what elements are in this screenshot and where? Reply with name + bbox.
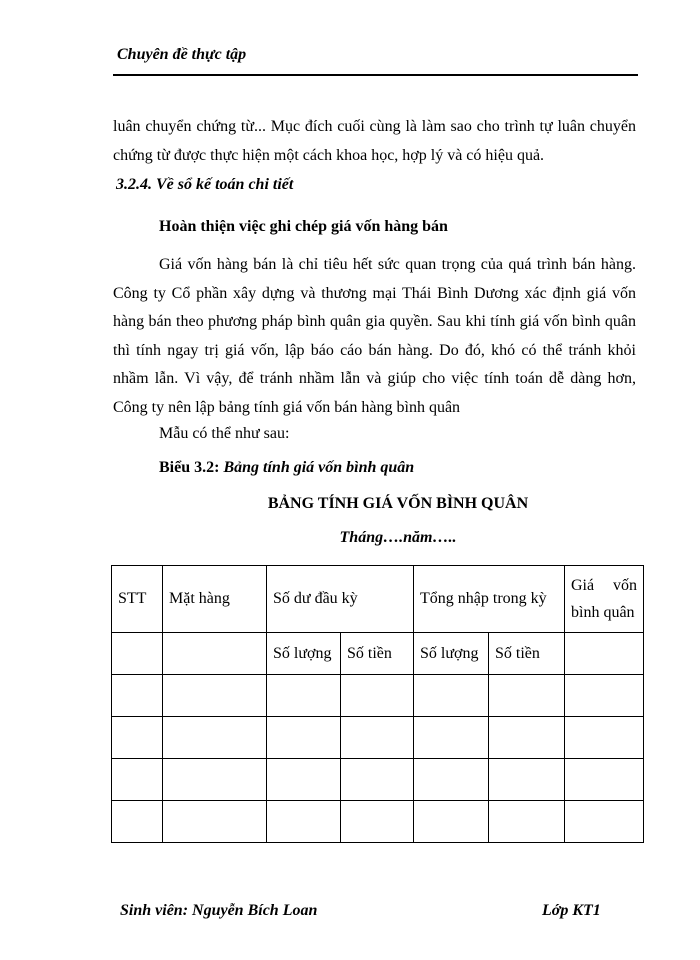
table-title: BẢNG TÍNH GIÁ VỐN BÌNH QUÂN (267, 495, 529, 512)
table-cell (489, 759, 565, 801)
table-cell (565, 675, 644, 717)
subheader-opening-amount: Số tiền (341, 633, 414, 675)
table-row (112, 717, 644, 759)
table-cell (163, 717, 267, 759)
table-row (112, 675, 644, 717)
footer-student-name: Sinh viên: Nguyễn Bích Loan (120, 902, 318, 919)
average-cost-table (111, 565, 644, 843)
header-item: Mặt hàng (163, 566, 267, 633)
caption-label: Biểu 3.2: (159, 459, 220, 476)
section-heading: 3.2.4. Về sổ kế toán chi tiết (116, 176, 294, 193)
table-cell (163, 633, 267, 675)
table-cell (112, 801, 163, 843)
sample-intro: Mẫu có thể như sau: (159, 425, 290, 442)
table-cell (267, 717, 341, 759)
table-cell (112, 633, 163, 675)
table-cell (565, 633, 644, 675)
table-cell (489, 675, 565, 717)
table-cell (414, 759, 489, 801)
table-cell (267, 759, 341, 801)
caption-text: Bảng tính giá vốn bình quân (219, 459, 415, 476)
header-stt: STT (112, 566, 163, 633)
table-cell (267, 801, 341, 843)
paragraph-2: Giá vốn hàng bán là chỉ tiêu hết sức quan trọng của quá trình bán hàng. Công ty Cổ phần xây dựng và thương mại Thái Bình Dương xác định giá vốn hàng bán theo phương pháp bình quân gia quyền. Sau khi tính giá vốn bình quân thì tính ngay trị giá vốn, lập báo cáo bán hàng. Do đó, khó có thể tránh khỏi nhầm lẫn. Vì vậy, để tránh nhầm lẫn và giúp cho việc tính toán dễ dàng hơn, Công ty nên lập bảng tính giá vốn bán hàng bình quân (113, 256, 636, 416)
page-header-title: Chuyên đề thực tập (117, 46, 247, 63)
header-opening-balance: Số dư đầu kỳ (267, 566, 414, 633)
table-cell (341, 801, 414, 843)
table-caption (159, 459, 414, 477)
table-cell (341, 675, 414, 717)
table-cell (112, 759, 163, 801)
table-row (112, 801, 644, 843)
table-cell (565, 801, 644, 843)
table-cell (163, 675, 267, 717)
table-cell (489, 801, 565, 843)
table-cell (565, 717, 644, 759)
table-row (112, 759, 644, 801)
header-average-cost: Giá vốn bình quân (565, 566, 644, 633)
subheader-opening-qty: Số lượng (267, 633, 341, 675)
header-total-imports: Tổng nhập trong kỳ (414, 566, 565, 633)
table-cell (414, 717, 489, 759)
table-cell (341, 759, 414, 801)
table-cell (163, 801, 267, 843)
table-subtitle: Tháng….năm….. (339, 529, 457, 546)
footer-class: Lớp KT1 (542, 902, 601, 919)
header-divider (113, 74, 638, 76)
table-cell (163, 759, 267, 801)
sub-heading: Hoàn thiện việc ghi chép giá vốn hàng bán (159, 218, 448, 235)
table-cell (112, 675, 163, 717)
subheader-imports-qty: Số lượng (414, 633, 489, 675)
table-cell (414, 801, 489, 843)
table-cell (565, 759, 644, 801)
paragraph-1: luân chuyển chứng từ... Mục đích cuối cùng là làm sao cho trình tự luân chuyển chứng từ được thực hiện một cách khoa học, hợp lý và có hiệu quả. (113, 118, 636, 164)
table-cell (489, 717, 565, 759)
table-cell (112, 717, 163, 759)
table-cell (414, 675, 489, 717)
table-header-row (112, 566, 644, 633)
table-cell (341, 717, 414, 759)
table-cell (267, 675, 341, 717)
subheader-imports-amount: Số tiền (489, 633, 565, 675)
table-subheader-row (112, 633, 644, 675)
